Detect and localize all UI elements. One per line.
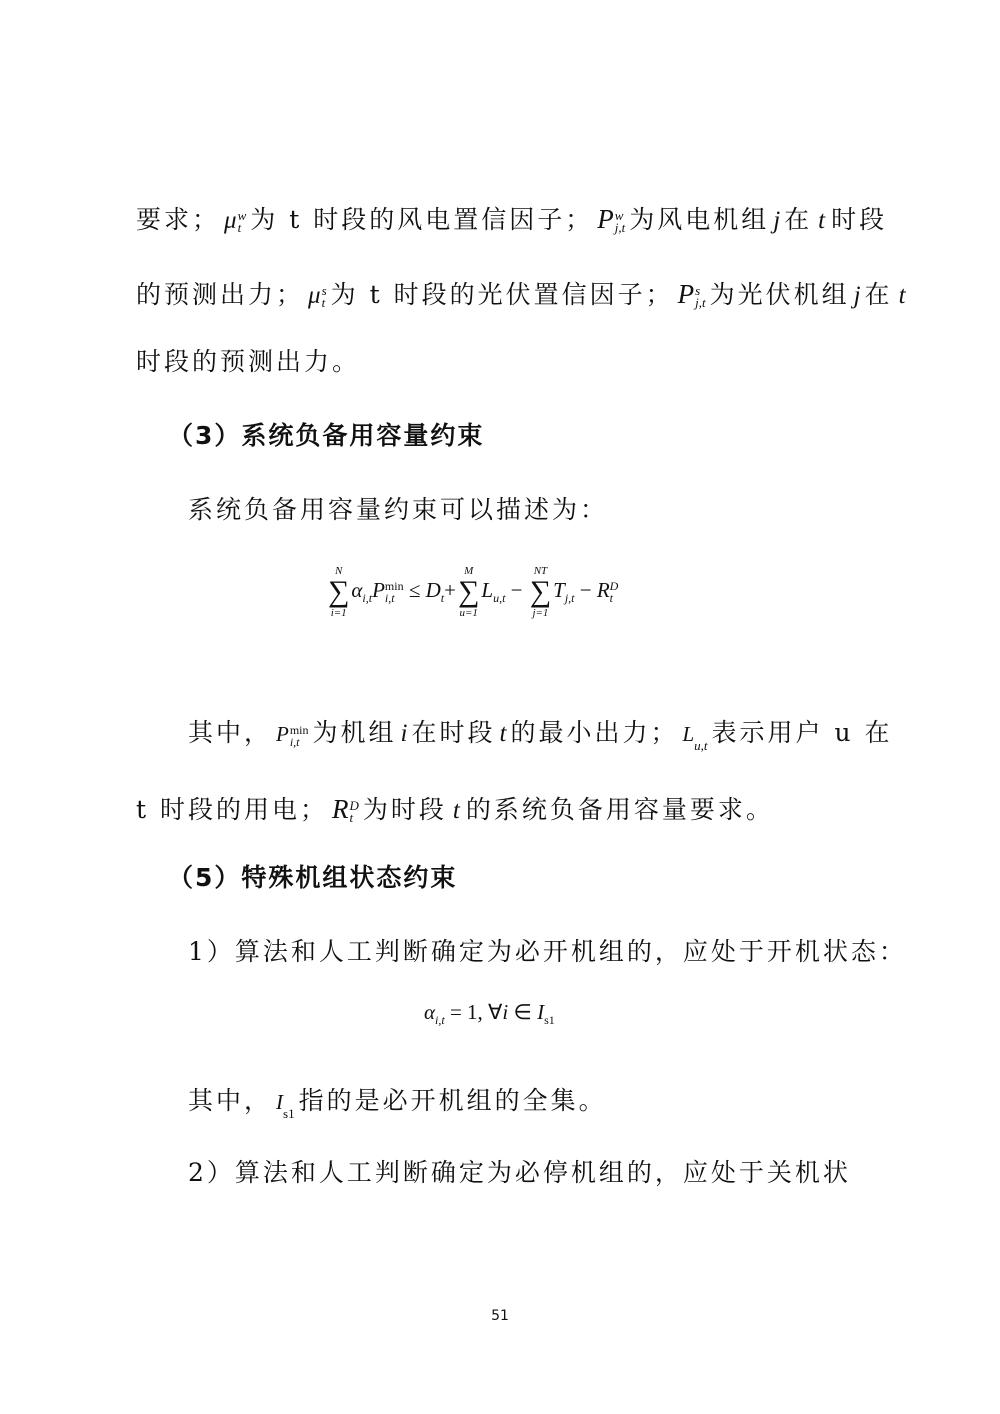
explanation-line-2: [136, 793, 774, 827]
p-min-symbol: P min i,t: [276, 722, 309, 750]
equation-must-on: $\alpha_{i,t} = 1$, ∀i ∈ $I_{s1}$: [424, 1000, 555, 1027]
text-segment: 的系统负备用容量要求。: [465, 795, 774, 824]
text-segment: 时段的预测出力。: [136, 347, 361, 376]
equation-negative-reserve: N ∑ i=1 $\alpha_{i,t}P$ min i,t ≤ $D_t+$ M ∑ u=1 $L_{u,t}$ − NT ∑ j=1 $T_{j,t} - R$ D t: [328, 565, 619, 619]
text-segment: 其中，: [188, 718, 273, 747]
explanation-line-1: [188, 717, 893, 754]
text-segment: 要求；: [136, 205, 221, 234]
r-d-symbol: R D t: [332, 794, 359, 825]
l-symbol: $L_{u,t}$: [682, 722, 708, 754]
page-number: 51: [491, 1308, 509, 1324]
mu-s-symbol: μ s t: [308, 282, 327, 311]
p-w-symbol: P w j,t: [597, 204, 626, 235]
explanation-line-3: [188, 1085, 607, 1122]
text-segment: 为 t 时段的光伏置信因子；: [330, 280, 674, 309]
i-s1-symbol: $I_{s1}$: [276, 1090, 295, 1122]
var-t: t: [818, 207, 826, 234]
section-heading-3: （3）系统负备用容量约束: [168, 421, 485, 450]
text-segment: 为机组: [312, 718, 397, 747]
var-i: i: [400, 720, 408, 747]
var-j: j: [853, 282, 861, 309]
text-line-3: [136, 346, 360, 378]
mu-w-symbol: μ w t: [224, 207, 247, 236]
var-j: j: [773, 207, 781, 234]
text-segment: 其中，: [188, 1086, 273, 1115]
text-segment: 为风电机组: [629, 205, 770, 234]
text-segment: 表示用户 u 在: [711, 718, 893, 747]
var-t: t: [452, 797, 460, 824]
text-segment: 在时段: [411, 718, 496, 747]
sum-3: NT ∑ j=1: [529, 565, 552, 619]
p-s-symbol: P s j,t: [677, 279, 706, 310]
text-segment: 为光伏机组: [709, 280, 850, 309]
list-item-1: 1）算法和人工判断确定为必开机组的，应处于开机状态：: [188, 937, 907, 966]
text-segment: 为时段: [362, 795, 447, 824]
text-segment: 的最小出力；: [510, 718, 679, 747]
text-segment: 的预测出力；: [136, 280, 305, 309]
text-segment: 为 t 时段的风电置信因子；: [250, 205, 594, 234]
text-segment: 指的是必开机组的全集。: [298, 1086, 607, 1115]
list-item-2: 2）算法和人工判断确定为必停机组的，应处于关机状: [188, 1158, 851, 1187]
text-segment: 时段: [831, 205, 888, 234]
text-segment: 在: [864, 280, 893, 309]
paragraph-intro: 系统负备用容量约束可以描述为：: [188, 495, 609, 524]
var-t: t: [499, 720, 507, 747]
text-segment: 在: [784, 205, 813, 234]
text-line-1: [136, 203, 887, 237]
sum-1: N ∑ i=1: [328, 565, 350, 619]
var-t: t: [898, 282, 906, 309]
section-heading-5: （5）特殊机组状态约束: [168, 863, 458, 892]
text-segment: t 时段的用电；: [136, 795, 328, 824]
text-line-2: [136, 278, 912, 312]
sum-2: M ∑ u=1: [457, 565, 480, 619]
